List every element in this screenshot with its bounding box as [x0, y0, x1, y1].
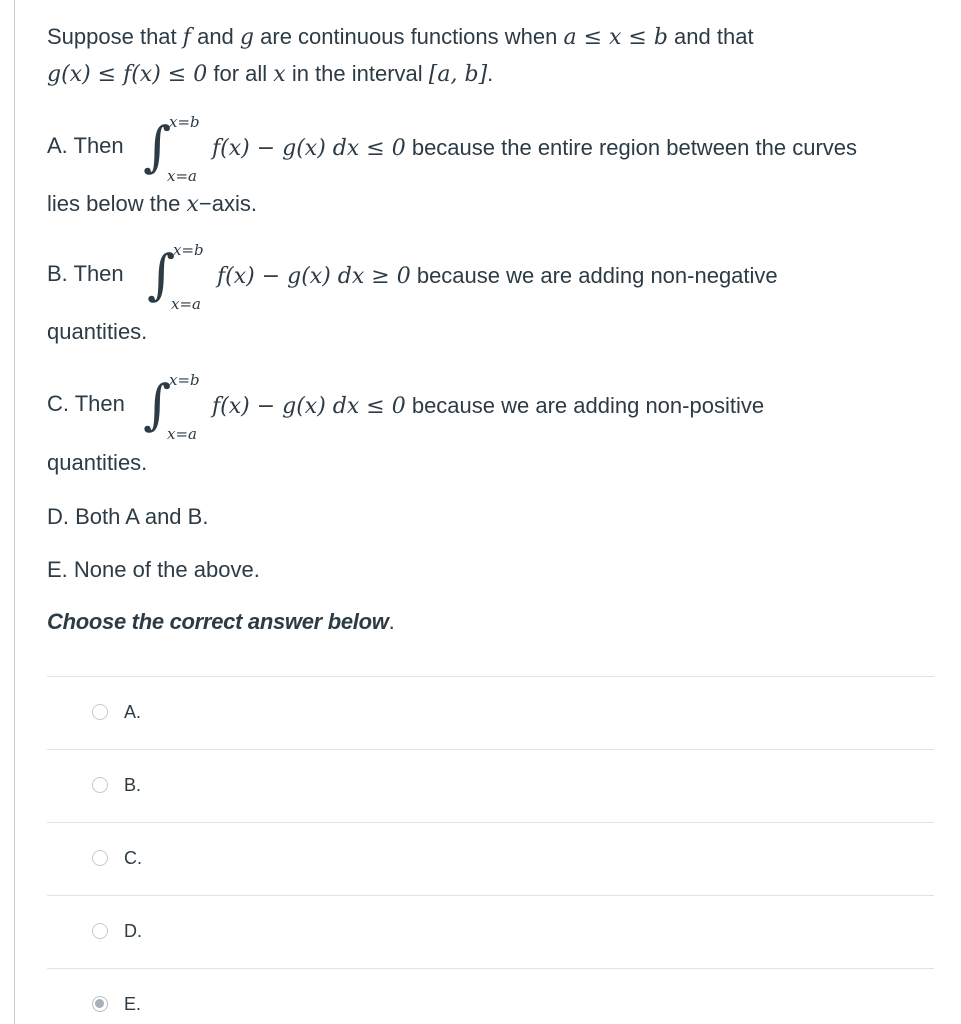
upper-limit: x=b — [169, 113, 200, 131]
integral-symbol: ∫ — [143, 373, 172, 436]
left-border — [14, 0, 15, 1024]
choice-row-a[interactable] — [47, 676, 934, 749]
option-c — [47, 366, 947, 446]
lower-limit: x=a — [167, 167, 197, 185]
answer-choices — [47, 676, 934, 1024]
option-b — [47, 238, 947, 318]
option-c-integrand: f(x) − g(x) dx ≤ 0 because we are adding non-positive — [212, 393, 765, 419]
option-c-prefix: C. Then — [47, 391, 125, 416]
question-intro-line-2: g(x) ≤ f(x) ≤ 0 for all x in the interval [a, b]. — [47, 61, 494, 87]
choice-label-b[interactable]: B. — [124, 775, 142, 795]
radio-button-d[interactable] — [92, 923, 108, 939]
choice-label-c[interactable]: C. — [124, 848, 142, 868]
choice-label-e[interactable]: E. — [124, 994, 142, 1014]
choice-row-d[interactable] — [47, 895, 934, 968]
choice-row-c[interactable] — [47, 822, 934, 895]
upper-limit: x=b — [173, 241, 204, 259]
choice-row-e[interactable] — [47, 968, 934, 1024]
radio-button-c[interactable] — [92, 850, 108, 866]
option-d: D. Both A and B. — [47, 504, 209, 529]
lower-limit: x=a — [167, 425, 197, 443]
option-a — [47, 108, 947, 188]
integral-symbol: ∫ — [143, 115, 172, 178]
integral-symbol: ∫ — [147, 243, 176, 306]
radio-button-a[interactable] — [92, 704, 108, 720]
answer-prompt: Choose the correct answer below. — [47, 609, 395, 634]
option-b-continuation: quantities. — [47, 319, 148, 344]
question-intro-line-1: Suppose that f and g are continuous functions when a ≤ x ≤ b and that — [47, 24, 754, 50]
radio-button-b[interactable] — [92, 777, 108, 793]
option-a-continuation: lies below the x−axis. — [47, 191, 257, 217]
lower-limit: x=a — [171, 295, 201, 313]
radio-button-e[interactable] — [92, 996, 108, 1012]
choice-label-d[interactable]: D. — [124, 921, 142, 941]
option-b-prefix: B. Then — [47, 261, 124, 286]
option-e: E. None of the above. — [47, 557, 260, 582]
option-c-continuation: quantities. — [47, 450, 148, 475]
option-b-integrand: f(x) − g(x) dx ≥ 0 because we are adding non-negative — [217, 263, 778, 289]
option-a-prefix: A. Then — [47, 133, 124, 158]
choice-label-a[interactable]: A. — [124, 702, 142, 722]
choice-row-b[interactable] — [47, 749, 934, 822]
upper-limit: x=b — [169, 371, 200, 389]
option-a-integrand: f(x) − g(x) dx ≤ 0 because the entire region between the curves — [212, 135, 858, 161]
